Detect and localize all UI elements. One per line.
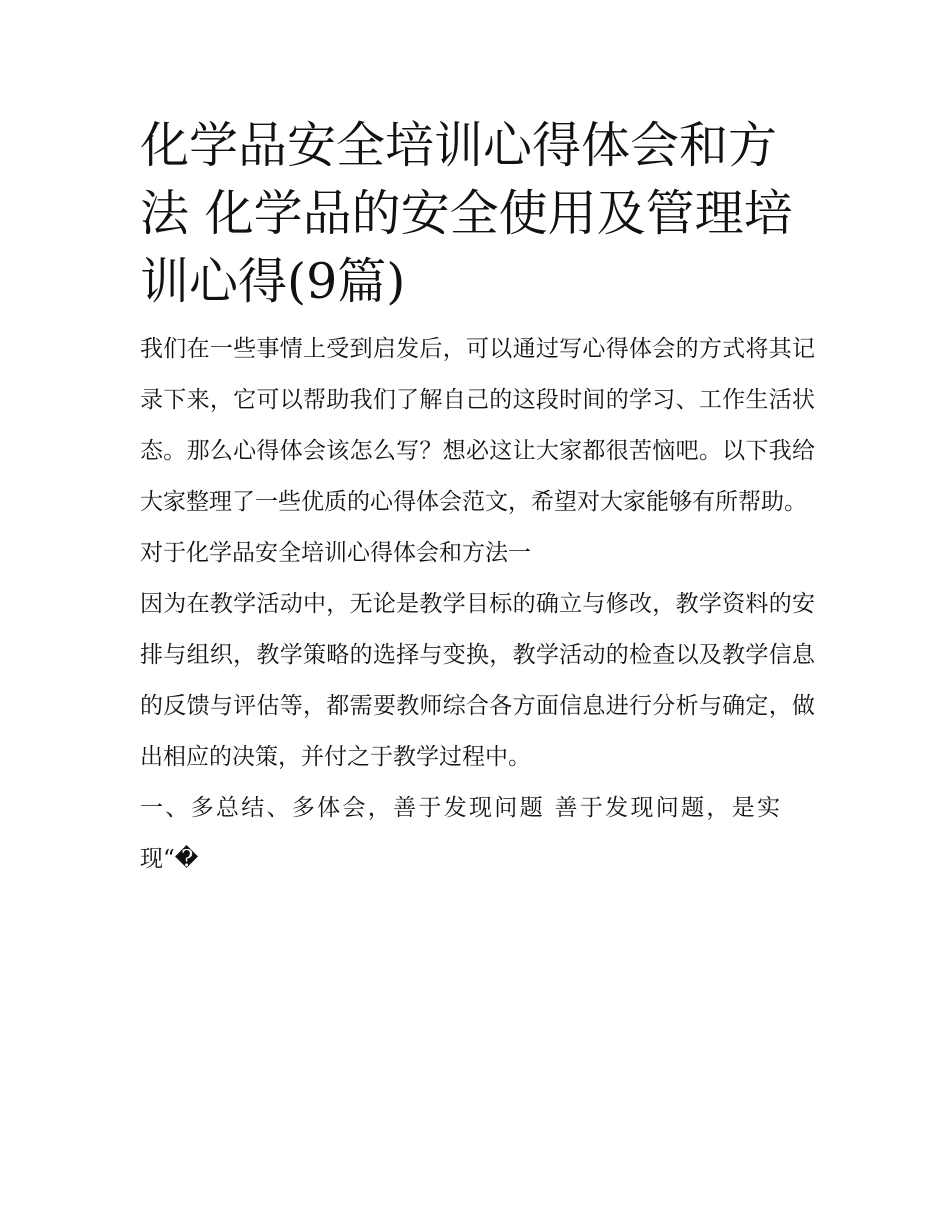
paragraph-teaching: 因为在教学活动中，无论是教学目标的确立与修改，教学资料的安排与组织，教学策略的选择与变换，教学活动的检查以及教学信息的反馈与评估等，都需要教师综合各方面信息进行分析与确定，做出相应的决策，并付之于教学过程中。	[140, 591, 815, 770]
paragraph-point-one: 一、多总结、多体会，善于发现问题 善于发现问题，是实现“�	[140, 795, 780, 872]
paragraph-intro: 我们在一些事情上受到启发后，可以通过写心得体会的方式将其记录下来，它可以帮助我们了解自己的这段时间的学习、工作生活状态。那么心得体会该怎么写？想必这让大家都很苦恼吧。以下我给大家整理了一些优质的心得体会范文，希望对大家能够有所帮助。	[140, 336, 815, 515]
document-page	[140, 112, 815, 885]
document-body	[140, 324, 815, 885]
section-heading: 对于化学品安全培训心得体会和方法一	[140, 540, 531, 566]
document-title: 化学品安全培训心得体会和方法 化学品的安全使用及管理培训心得(9篇)	[140, 117, 793, 310]
